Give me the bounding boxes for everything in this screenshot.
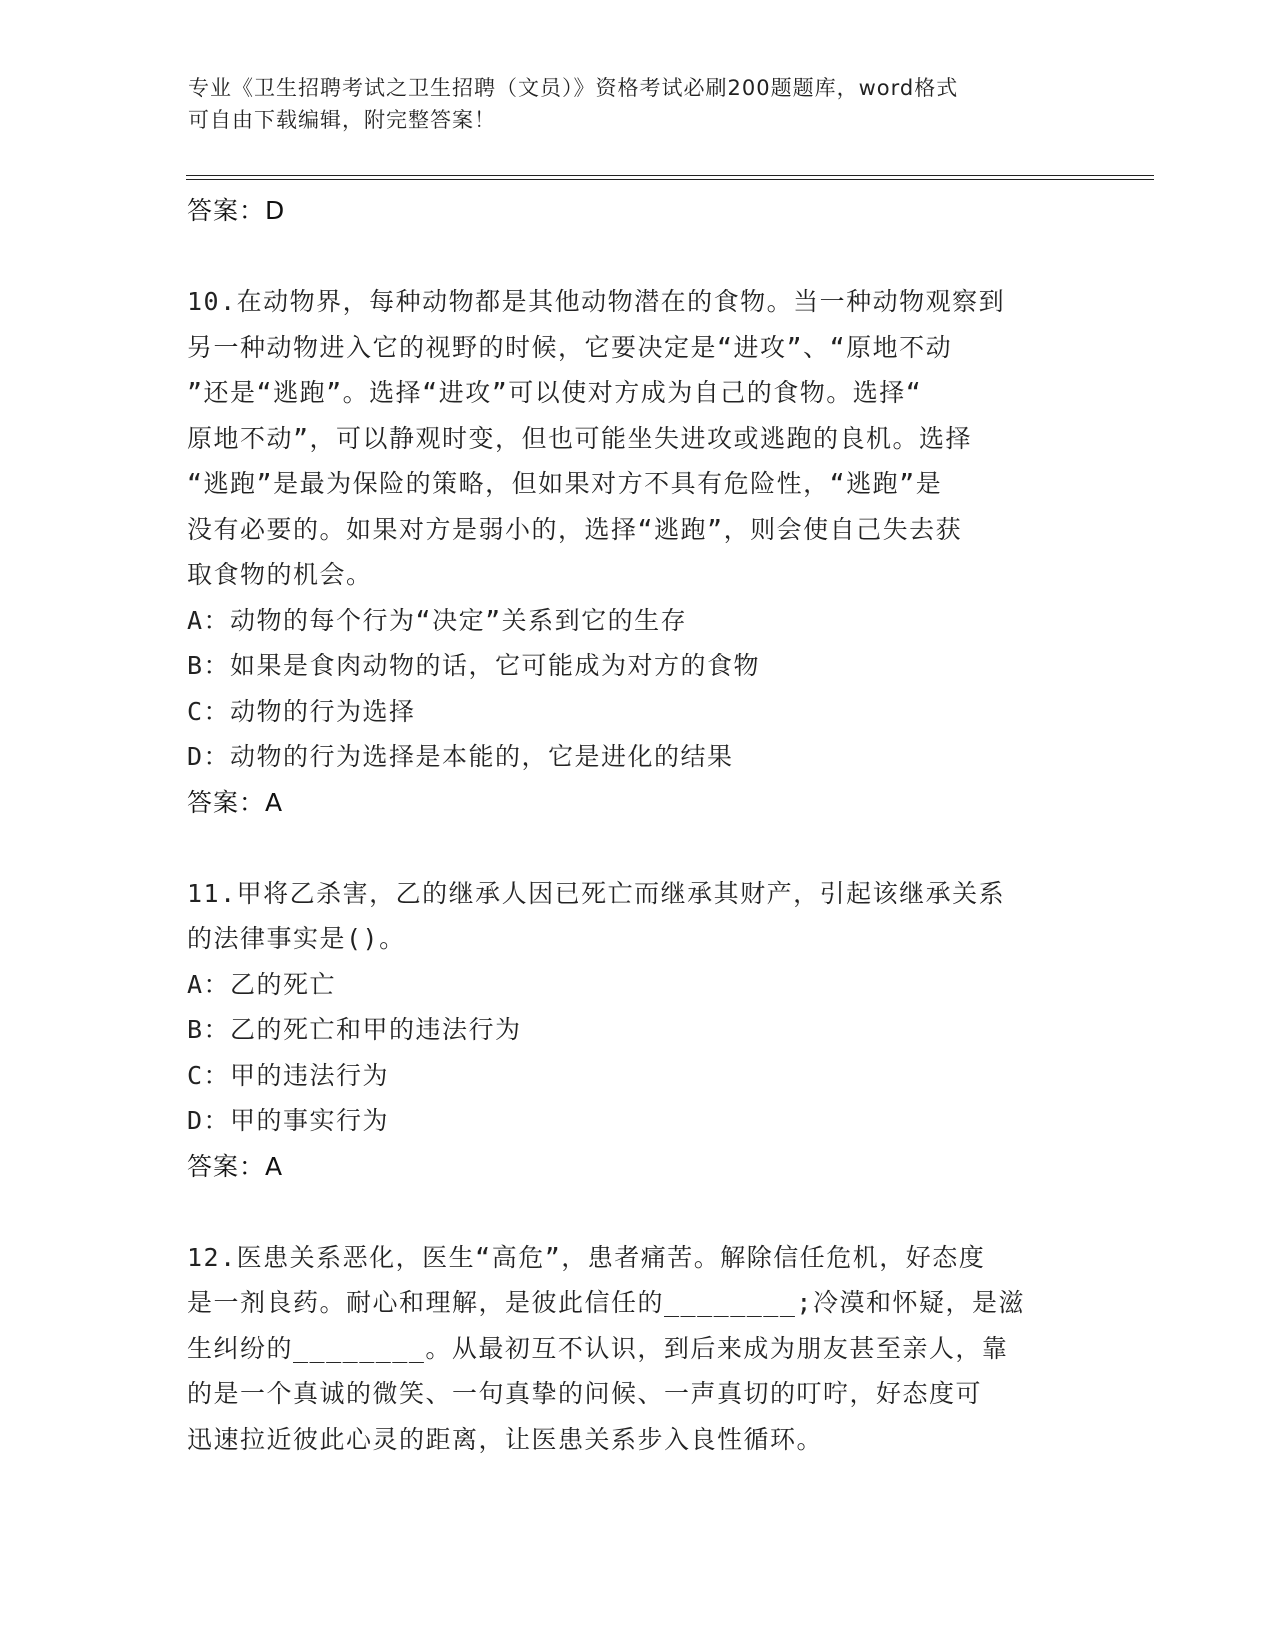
answer-label: 答案：A [187,1151,284,1181]
question-text-line: ”还是“逃跑”。选择“进攻”可以使对方成为自己的食物。选择“ [187,378,923,407]
header-line: 可自由下载编辑，附完整答案！ [188,108,496,132]
option-c: C：动物的行为选择 [187,696,416,726]
question-12 [187,1235,1087,1463]
option-a: A：动物的每个行为“决定”关系到它的生存 [187,605,688,635]
spacer [187,1189,1087,1235]
question-text-line: 的是一个真诚的微笑、一句真挚的问候、一声真切的叮咛，好态度可 [187,1379,983,1408]
header-line: 专业《卫生招聘考试之卫生招聘（文员）》资格考试必刷200题题库，word格式 [188,76,959,100]
option-d: D：动物的行为选择是本能的，它是进化的结果 [187,742,734,771]
question-text-line: 另一种动物进入它的视野的时候，它要决定是“进攻”、“原地不动 [187,332,953,362]
option-a: A：乙的死亡 [187,969,337,999]
option-b: B：如果是食肉动物的话，它可能成为对方的食物 [187,651,761,680]
question-text-line: 是一剂良药。耐心和理解，是彼此信任的________;冷漠和怀疑，是滋 [187,1288,1025,1317]
question-text-line: 原地不动”，可以静观时变，但也可能坐失进攻或逃跑的良机。选择 [187,423,973,453]
question-text-line: 的法律事实是()。 [187,924,406,953]
question-text-line: “逃跑”是最为保险的策略，但如果对方不具有危险性，“逃跑”是 [187,469,943,498]
question-text-line: 12.医患关系恶化，医生“高危”，患者痛苦。解除信任危机，好态度 [187,1242,986,1272]
option-c: C：甲的违法行为 [187,1060,390,1090]
answer-label: 答案：D [187,196,286,225]
question-10 [187,279,1087,825]
page-header [188,72,1068,136]
option-d: D：甲的事实行为 [187,1106,390,1135]
page-content [187,188,1087,1462]
spacer [187,825,1087,871]
answer-label: 答案：A [187,787,284,817]
question-text-line: 取食物的机会。 [187,560,373,589]
question-text-line: 11.甲将乙杀害，乙的继承人因已死亡而继承其财产，引起该继承关系 [187,878,1006,908]
option-b: B：乙的死亡和甲的违法行为 [187,1015,522,1044]
spacer [187,234,1087,280]
question-11 [187,871,1087,1190]
question-text-line: 迅速拉近彼此心灵的距离，让医患关系步入良性循环。 [187,1424,824,1454]
question-text-line: 生纠纷的________。从最初互不认识，到后来成为朋友甚至亲人，靠 [187,1333,1009,1363]
header-divider [186,175,1154,180]
question-text-line: 没有必要的。如果对方是弱小的，选择“逃跑”，则会使自己失去获 [187,514,963,544]
question-text-line: 10.在动物界，每种动物都是其他动物潜在的食物。当一种动物观察到 [187,287,1006,316]
